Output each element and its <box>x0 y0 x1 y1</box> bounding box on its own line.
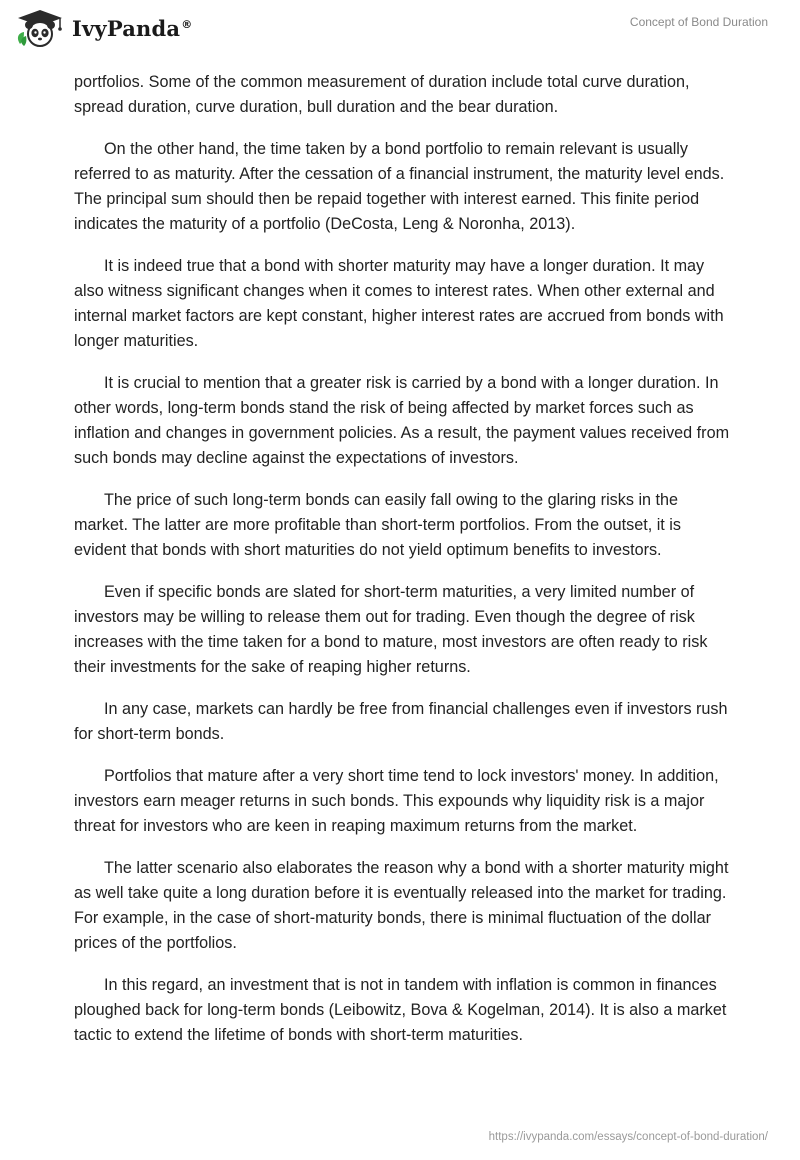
paragraph: Even if specific bonds are slated for short-term maturities, a very limited number of investors may be willing to release them out for trading. Even though the degree of risk increases with the time taken for a bond to mature, most investors are often ready to risk their investments for the sake of reaping higher returns. <box>74 583 708 676</box>
document-title: Concept of Bond Duration <box>629 15 768 29</box>
source-url[interactable]: https://ivypanda.com/essays/concept-of-bond-duration/ <box>488 1131 768 1143</box>
paragraph: In any case, markets can hardly be free from financial challenges even if investors rush for short-term bonds. <box>74 700 728 743</box>
paragraph: The latter scenario also elaborates the reason why a bond with a shorter maturity might as well take quite a long duration before it is eventually released into the market for trading. For example, in the case of short-maturity bonds, there is minimal fluctuation of the dollar prices of the portfolios. <box>74 859 729 952</box>
essay-body <box>74 70 730 1065</box>
panda-graduate-icon <box>14 8 66 48</box>
paragraph: It is crucial to mention that a greater risk is carried by a bond with a longer duration. In other words, long-term bonds stand the risk of being affected by market forces such as inflation and changes in government policies. As a result, the payment values received from such bonds may decline against the expectations of investors. <box>74 374 730 467</box>
paragraph: It is indeed true that a bond with shorter maturity may have a longer duration. It may also witness significant changes when it comes to interest rates. When other external and internal market factors are kept constant, higher interest rates are accrued from bonds with longer maturities. <box>74 257 724 350</box>
ivypanda-logo[interactable] <box>14 8 192 48</box>
logo-wordmark: IvyPanda® <box>72 15 193 41</box>
paragraph: Portfolios that mature after a very short time tend to lock investors' money. In addition, investors earn meager returns in such bonds. This expounds why liquidity risk is a major threat for investors who are keen in reaping maximum returns from the market. <box>74 767 719 835</box>
paragraph: portfolios. Some of the common measurement of duration include total curve duration, spread duration, curve duration, bull duration and the bear duration. <box>74 73 690 116</box>
page-header <box>0 0 800 70</box>
paragraph: On the other hand, the time taken by a bond portfolio to remain relevant is usually referred to as maturity. After the cessation of a financial instrument, the maturity level ends. The principal sum should then be repaid together with interest earned. This finite period indicates the maturity of a portfolio (DeCosta, Leng & Noronha, 2013). <box>74 140 725 233</box>
paragraph: The price of such long-term bonds can easily fall owing to the glaring risks in the market. The latter are more profitable than short-term portfolios. From the outset, it is evident that bonds with short maturities do not yield optimum benefits to investors. <box>74 491 681 559</box>
paragraph: In this regard, an investment that is not in tandem with inflation is common in finances ploughed back for long-term bonds (Leibowitz, Bova & Kogelman, 2014). It is also a market tactic to extend the lifetime of bonds with short-term maturities. <box>74 976 727 1044</box>
